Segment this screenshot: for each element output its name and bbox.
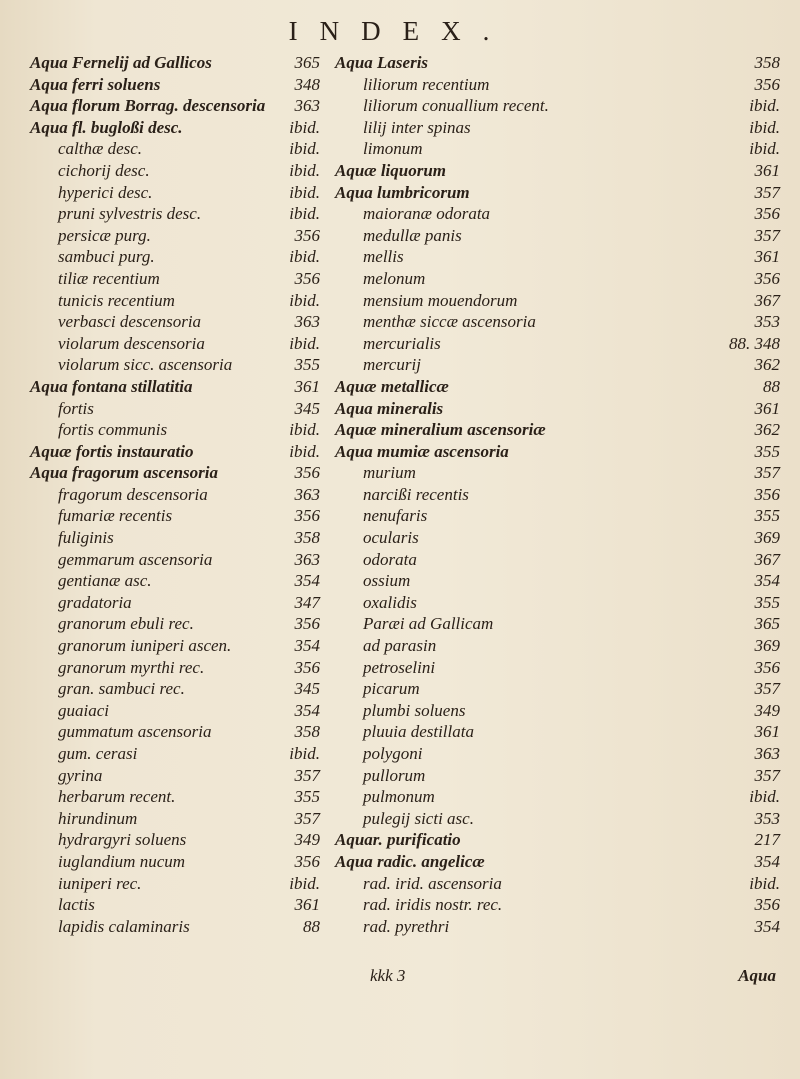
page-reference: 357 [754, 679, 780, 699]
index-term: hydrargyri soluens [58, 830, 187, 850]
index-entry [335, 74, 780, 96]
index-entry [335, 505, 780, 527]
index-entry [335, 592, 780, 614]
page-reference: 348 [294, 74, 320, 94]
index-term: Aqua florum Borrag. descensoria [30, 96, 266, 116]
index-entry [335, 657, 780, 679]
page-reference: 356 [754, 484, 780, 504]
index-entry [30, 635, 320, 657]
index-term: violarum sicc. ascensoria [58, 355, 233, 375]
index-term: iuniperi rec. [58, 873, 142, 893]
index-entry [30, 786, 320, 808]
page-reference: 363 [754, 744, 780, 763]
index-term: tunicis recentium [58, 290, 175, 310]
index-entry [30, 290, 320, 312]
page-reference: 88 [763, 376, 780, 396]
page-reference: ibid. [289, 247, 320, 267]
page-reference: 356 [294, 268, 320, 288]
page-reference: 354 [754, 571, 780, 591]
index-entry [30, 117, 320, 139]
index-entry [335, 743, 780, 765]
page-reference: 355 [754, 506, 780, 526]
index-term: odorata [363, 549, 417, 569]
index-term: mercurialis [363, 333, 441, 353]
index-term: rad. iridis nostr. rec. [363, 895, 503, 915]
page-reference: 356 [754, 204, 780, 224]
page-reference: 356 [754, 895, 780, 915]
index-term: fragorum descensoria [58, 484, 208, 504]
index-term: mensium mouendorum [363, 290, 518, 310]
page-reference: 357 [294, 808, 320, 828]
index-term: petroselini [363, 657, 436, 677]
index-entry [335, 829, 780, 851]
index-term: lilij inter spinas [363, 117, 471, 137]
index-entry [335, 419, 780, 441]
index-entry [335, 203, 780, 225]
index-term: picarum [363, 679, 420, 699]
index-term: Aqua mineralis [335, 398, 444, 418]
page-reference: ibid. [289, 117, 320, 137]
index-term: Aqua fl. bugloßi desc. [30, 117, 183, 137]
page-reference: 356 [294, 657, 320, 677]
page-reference: ibid. [289, 744, 320, 763]
index-entry [335, 721, 780, 743]
index-term: rad. pyrethri [363, 916, 450, 936]
index-entry [335, 441, 780, 463]
page-reference: 361 [754, 160, 780, 180]
index-term: Aqua lumbricorum [335, 182, 470, 202]
index-entry [335, 678, 780, 700]
page-reference: ibid. [289, 441, 320, 461]
index-entry [335, 117, 780, 139]
index-entry [30, 462, 320, 484]
page-reference: 357 [294, 765, 320, 785]
page-reference: ibid. [749, 117, 780, 137]
index-entry [335, 290, 780, 312]
index-entry [30, 354, 320, 376]
index-term: Aqua fontana stillatitia [30, 376, 193, 396]
index-term: gummatum ascensoria [58, 722, 212, 742]
index-entry [335, 311, 780, 333]
index-term: gemmarum ascensoria [58, 549, 213, 569]
page-reference: 356 [294, 614, 320, 634]
page-reference: 355 [294, 355, 320, 375]
index-entry [335, 700, 780, 722]
index-entry [335, 786, 780, 808]
index-entry [335, 246, 780, 268]
index-term: fortis communis [58, 420, 168, 440]
page-reference: 217 [754, 830, 780, 850]
index-term: murium [363, 463, 416, 483]
index-entry [335, 95, 780, 117]
page-reference: ibid. [289, 182, 320, 202]
index-entry [30, 657, 320, 679]
index-entry [335, 333, 780, 355]
index-term: pruni sylvestris desc. [58, 204, 202, 224]
signature-mark: kkk 3 [370, 966, 406, 985]
index-term: ocularis [363, 528, 419, 548]
page-reference: ibid. [289, 333, 320, 353]
index-entry [335, 268, 780, 290]
page-reference: 358 [754, 53, 780, 72]
page-reference: 356 [294, 463, 320, 483]
index-term: lapidis calaminaris [58, 916, 190, 936]
index-term: Aqua Fernelij ad Gallicos [30, 53, 212, 72]
index-term: plumbi soluens [363, 700, 466, 720]
page-reference: 345 [294, 398, 320, 418]
index-entry [30, 505, 320, 527]
page-reference: ibid. [749, 139, 780, 159]
catchword: Aqua [738, 966, 776, 985]
index-entry [30, 700, 320, 722]
index-term: hirundinum [58, 808, 138, 828]
page-reference: 349 [754, 700, 780, 720]
page-reference: 353 [754, 312, 780, 332]
page-reference: 361 [754, 398, 780, 418]
index-term: hyperici desc. [58, 182, 153, 202]
index-entry [30, 765, 320, 787]
index-term: Aquæ fortis instauratio [30, 441, 194, 461]
page-reference: 363 [294, 312, 320, 332]
index-entry [335, 635, 780, 657]
page-reference: 354 [294, 700, 320, 720]
index-entry [335, 851, 780, 873]
index-term: sambuci purg. [58, 247, 155, 267]
index-entry [335, 484, 780, 506]
index-entry [30, 138, 320, 160]
index-term: melonum [363, 268, 426, 288]
page-reference: ibid. [289, 873, 320, 893]
index-term: Aquar. purificatio [335, 830, 461, 850]
index-entry [30, 570, 320, 592]
index-term: cichorij desc. [58, 160, 150, 180]
index-term: fumariæ recentis [58, 506, 173, 526]
index-entry [30, 95, 320, 117]
index-entry [30, 678, 320, 700]
index-entry [30, 873, 320, 895]
page-reference: 354 [754, 916, 780, 936]
index-entry [30, 376, 320, 398]
index-term: fortis [58, 398, 94, 418]
page-reference: 361 [754, 722, 780, 742]
index-term: lactis [58, 895, 95, 915]
page-reference: 88. 348 [729, 333, 780, 353]
page-reference: 355 [754, 441, 780, 461]
index-column-right [335, 52, 780, 937]
page-reference: ibid. [289, 290, 320, 310]
index-entry [335, 527, 780, 549]
index-entry [30, 613, 320, 635]
page-reference: 354 [294, 571, 320, 591]
index-term: persicæ purg. [58, 225, 151, 245]
index-entry [30, 182, 320, 204]
index-entry [30, 808, 320, 830]
page-reference: 354 [294, 636, 320, 656]
index-term: mellis [363, 247, 404, 267]
page-reference: 347 [294, 592, 320, 612]
page-reference: 362 [754, 420, 780, 440]
page-reference: 363 [294, 549, 320, 569]
index-entry [30, 549, 320, 571]
index-term: menthæ siccæ ascensoria [363, 312, 536, 332]
index-term: gum. cerasi [58, 744, 138, 763]
index-term: pluuia destillata [363, 722, 474, 742]
index-entry [335, 570, 780, 592]
index-term: guaiaci [58, 700, 109, 720]
page-reference: 355 [754, 592, 780, 612]
index-entry [335, 894, 780, 916]
index-entry [30, 916, 320, 938]
index-term: polygoni [363, 744, 423, 763]
page-reference: 363 [294, 96, 320, 116]
index-term: Aqua fragorum ascensoria [30, 463, 218, 483]
index-term: gran. sambuci rec. [58, 679, 185, 699]
index-entry [335, 765, 780, 787]
index-term: gyrina [58, 765, 103, 785]
index-term: pulegij sicti asc. [363, 808, 474, 828]
index-term: granorum iuniperi ascen. [58, 636, 232, 656]
index-column-left [30, 52, 320, 937]
index-entry [30, 203, 320, 225]
index-entry [30, 829, 320, 851]
index-entry [335, 354, 780, 376]
index-entry [30, 851, 320, 873]
page-reference: 349 [294, 830, 320, 850]
index-entry [30, 743, 320, 765]
index-entry [30, 268, 320, 290]
page-reference: 357 [754, 463, 780, 483]
index-term: Aquæ mineralium ascensoriæ [335, 420, 546, 440]
page-reference: 365 [294, 53, 320, 72]
page-reference: 358 [294, 722, 320, 742]
page-reference: 358 [294, 528, 320, 548]
page-reference: ibid. [749, 96, 780, 116]
index-term: ossium [363, 571, 411, 591]
index-entry [335, 52, 780, 74]
index-entry [335, 398, 780, 420]
index-entry [30, 311, 320, 333]
page-reference: 345 [294, 679, 320, 699]
page-reference: 357 [754, 765, 780, 785]
page-reference: 365 [754, 614, 780, 634]
index-entry [335, 225, 780, 247]
page-reference: 369 [754, 528, 780, 548]
index-entry [335, 873, 780, 895]
page-reference: 353 [754, 808, 780, 828]
page-reference: 356 [754, 74, 780, 94]
page-reference: 357 [754, 182, 780, 202]
index-term: rad. irid. ascensoria [363, 873, 502, 893]
index-term: narcißi recentis [363, 484, 469, 504]
index-term: verbasci descensoria [58, 312, 202, 332]
page-reference: ibid. [289, 160, 320, 180]
index-entry [335, 138, 780, 160]
index-term: mercurij [363, 355, 421, 375]
page-reference: ibid. [749, 873, 780, 893]
index-entry [30, 74, 320, 96]
index-entry [30, 419, 320, 441]
index-entry [30, 225, 320, 247]
page-reference: 361 [294, 376, 320, 396]
page-reference: 361 [294, 895, 320, 915]
page-reference: 362 [754, 355, 780, 375]
index-entry [30, 52, 320, 74]
page-reference: 355 [294, 787, 320, 807]
page-reference: 356 [294, 225, 320, 245]
index-entry [30, 441, 320, 463]
page-reference: ibid. [289, 139, 320, 159]
index-entry [30, 527, 320, 549]
index-entry [30, 398, 320, 420]
page-reference: 356 [294, 851, 320, 871]
index-term: ad parasin [363, 636, 437, 656]
index-entry [30, 160, 320, 182]
page-reference: ibid. [289, 420, 320, 440]
index-entry [30, 592, 320, 614]
index-entry [335, 160, 780, 182]
index-term: Aqua ferri soluens [30, 74, 161, 94]
index-term: gentianæ asc. [58, 571, 152, 591]
page-reference: 356 [754, 657, 780, 677]
index-term: Aqua radic. angelicæ [335, 851, 485, 871]
index-term: maioranæ odorata [363, 204, 491, 224]
page-reference: 354 [754, 851, 780, 871]
index-entry [335, 916, 780, 938]
page-reference: 367 [754, 290, 780, 310]
index-term: fuliginis [58, 528, 114, 548]
index-entry [335, 376, 780, 398]
index-entry [335, 182, 780, 204]
page-reference: 356 [754, 268, 780, 288]
index-term: granorum ebuli rec. [58, 614, 194, 634]
page-reference: 363 [294, 484, 320, 504]
page-title: INDEX. [288, 16, 512, 46]
index-term: nenufaris [363, 506, 428, 526]
index-term: medullæ panis [363, 225, 462, 245]
index-entry [30, 333, 320, 355]
index-term: calthæ desc. [58, 139, 143, 159]
index-term: oxalidis [363, 592, 417, 612]
page-reference: 88 [303, 916, 320, 936]
page-reference: 361 [754, 247, 780, 267]
index-entry [335, 613, 780, 635]
index-term: Paræi ad Gallicam [363, 614, 494, 634]
index-term: Aqua Laseris [335, 53, 429, 72]
index-entry [30, 484, 320, 506]
index-term: gradatoria [58, 592, 132, 612]
index-entry [335, 462, 780, 484]
index-term: limonum [363, 139, 423, 159]
index-term: liliorum recentium [363, 74, 490, 94]
index-term: Aquæ liquorum [335, 160, 447, 180]
page-reference: 356 [294, 506, 320, 526]
index-term: herbarum recent. [58, 787, 176, 807]
index-term: granorum myrthi rec. [58, 657, 205, 677]
index-term: liliorum conuallium recent. [363, 96, 549, 116]
index-entry [30, 894, 320, 916]
index-term: Aqua mumiæ ascensoria [335, 441, 509, 461]
index-term: violarum descensoria [58, 333, 205, 353]
index-entry [30, 246, 320, 268]
index-term: tiliæ recentium [58, 268, 160, 288]
index-entry [30, 721, 320, 743]
index-term: Aquæ metallicæ [335, 376, 449, 396]
page-reference: 367 [754, 549, 780, 569]
page-reference: ibid. [749, 787, 780, 807]
index-term: pullorum [363, 765, 426, 785]
index-term: pulmonum [363, 787, 435, 807]
page-reference: 369 [754, 636, 780, 656]
page-reference: 357 [754, 225, 780, 245]
index-entry [335, 549, 780, 571]
index-entry [335, 808, 780, 830]
page-reference: ibid. [289, 204, 320, 224]
index-term: iuglandium nucum [58, 851, 186, 871]
